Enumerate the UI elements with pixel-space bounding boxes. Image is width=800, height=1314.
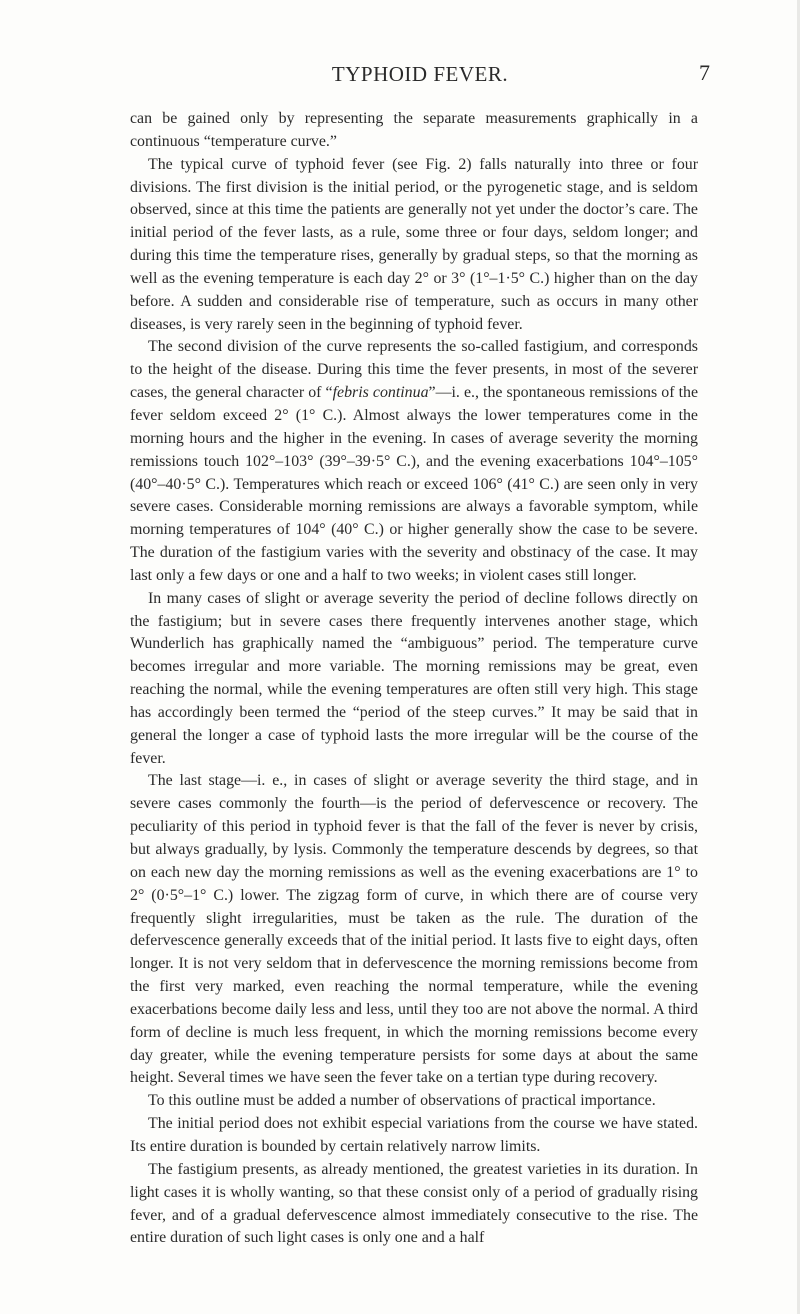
- paragraph-text: To this outline must be added a number of observations of practical importance.: [148, 1092, 656, 1110]
- page-number: 7: [699, 60, 710, 85]
- paragraph-text: The last stage—i. e., in cases of slight or average severity the third stage, and in severe cases commonly the fourth—is the period of defervescence or recovery. The peculiarity of this period in typhoid fever is that the fall of the fever is never by crisis, but always gradually, by lysis. Commonly the temperature descends by degrees, so that on each new day the morning remissions as well as the evening exacerbations are 1° to 2° (0·5°–1° C.) lower. The zigzag form of curve, in which there are of course very frequently slight irregularities, must be taken as the rule. The duration of the defervescence generally exceeds that of the initial period. It lasts five to eight days, often longer. It is not very seldom that in defervescence the morning remissions become from the first very marked, even reaching the normal temperature, while the evening exacerbations become daily less and less, until they too are not above the normal. A third form of decline is much less frequent, in which the morning remissions become every day greater, while the evening temperature persists for some days at about the same height. Several times we have seen the fever take on a tertian type during recovery.: [130, 772, 698, 1087]
- paragraph: [130, 154, 698, 337]
- body-text: [130, 108, 698, 1250]
- paragraph: [130, 588, 698, 771]
- paragraph: [130, 108, 698, 154]
- running-head: [130, 62, 710, 88]
- paragraph-text: In many cases of slight or average severity the period of decline follows directly on the fastigium; but in severe cases there frequently intervenes another stage, which Wunderlich has graphically named the “ambiguous” period. The temperature curve becomes irregular and more variable. The morning remissions may be great, even reaching the normal, while the evening temperatures are often still very high. This stage has accordingly been termed the “period of the steep curves.” It may be said that in general the longer a case of typhoid lasts the more irregular will be the course of the fever.: [130, 589, 698, 767]
- paragraph-text: The typical curve of typhoid fever (see Fig. 2) falls naturally into three or four divisions. The first division is the initial period, or the pyrogenetic stage, and is seldom observed, since at this time the patients are generally not yet under the doctor’s care. The initial period of the fever lasts, as a rule, some three or four days, seldom longer; and during this time the temperature rises, generally by gradual steps, so that the morning as well as the evening temperature is each day 2° or 3° (1°–1·5° C.) higher than on the day before. A sudden and considerable rise of temperature, such as occurs in many other diseases, is very rarely seen in the beginning of typhoid fever.: [130, 155, 698, 333]
- paragraph: [130, 1090, 698, 1113]
- paragraph-text: The second division of the curve represents the so-called fastigium, and corresponds to the height of the disease. During this time the fever presents, in most of the severer cases, the general character of “: [130, 338, 698, 402]
- running-title: TYPHOID FEVER.: [331, 62, 509, 86]
- paragraph: [130, 1113, 698, 1159]
- paragraph-text: The initial period does not exhibit especial variations from the course we have stated. Its entire duration is bounded by certain relatively narrow limits.: [130, 1115, 698, 1155]
- italic-text: febris continua: [332, 384, 429, 402]
- paragraph: [130, 1159, 698, 1250]
- paragraph: [130, 770, 698, 1090]
- paragraph-text: The fastigium presents, as already mentioned, the greatest varieties in its duration. In light cases it is wholly wanting, so that these consist only of a period of gradually rising fever, and of a gradual defervescence almost immediately consecutive to the rise. The entire duration of such light cases is only one and a half: [130, 1160, 698, 1247]
- paragraph-text: can be gained only by representing the separate measurements graphically in a continuous “temperature curve.”: [130, 110, 698, 150]
- paragraph-text: ”—i. e., the spontaneous remissions of the fever seldom exceed 2° (1° C.). Almost always the lower temperatures come in the morning hours and the higher in the evening. In cases of average severity the morning remissions touch 102°–103° (39°–39·5° C.), and the evening exacerbations 104°–105° (40°–40·5° C.). Temperatures which reach or exceed 106° (41° C.) are seen only in very severe cases. Considerable morning remissions are always a favorable symptom, while morning temperatures of 104° (40° C.) or higher generally show the case to be severe. The duration of the fastigium varies with the severity and obstinacy of the case. It may last only a few days or one and a half to two weeks; in violent cases still longer.: [130, 384, 698, 584]
- paragraph: [130, 336, 698, 587]
